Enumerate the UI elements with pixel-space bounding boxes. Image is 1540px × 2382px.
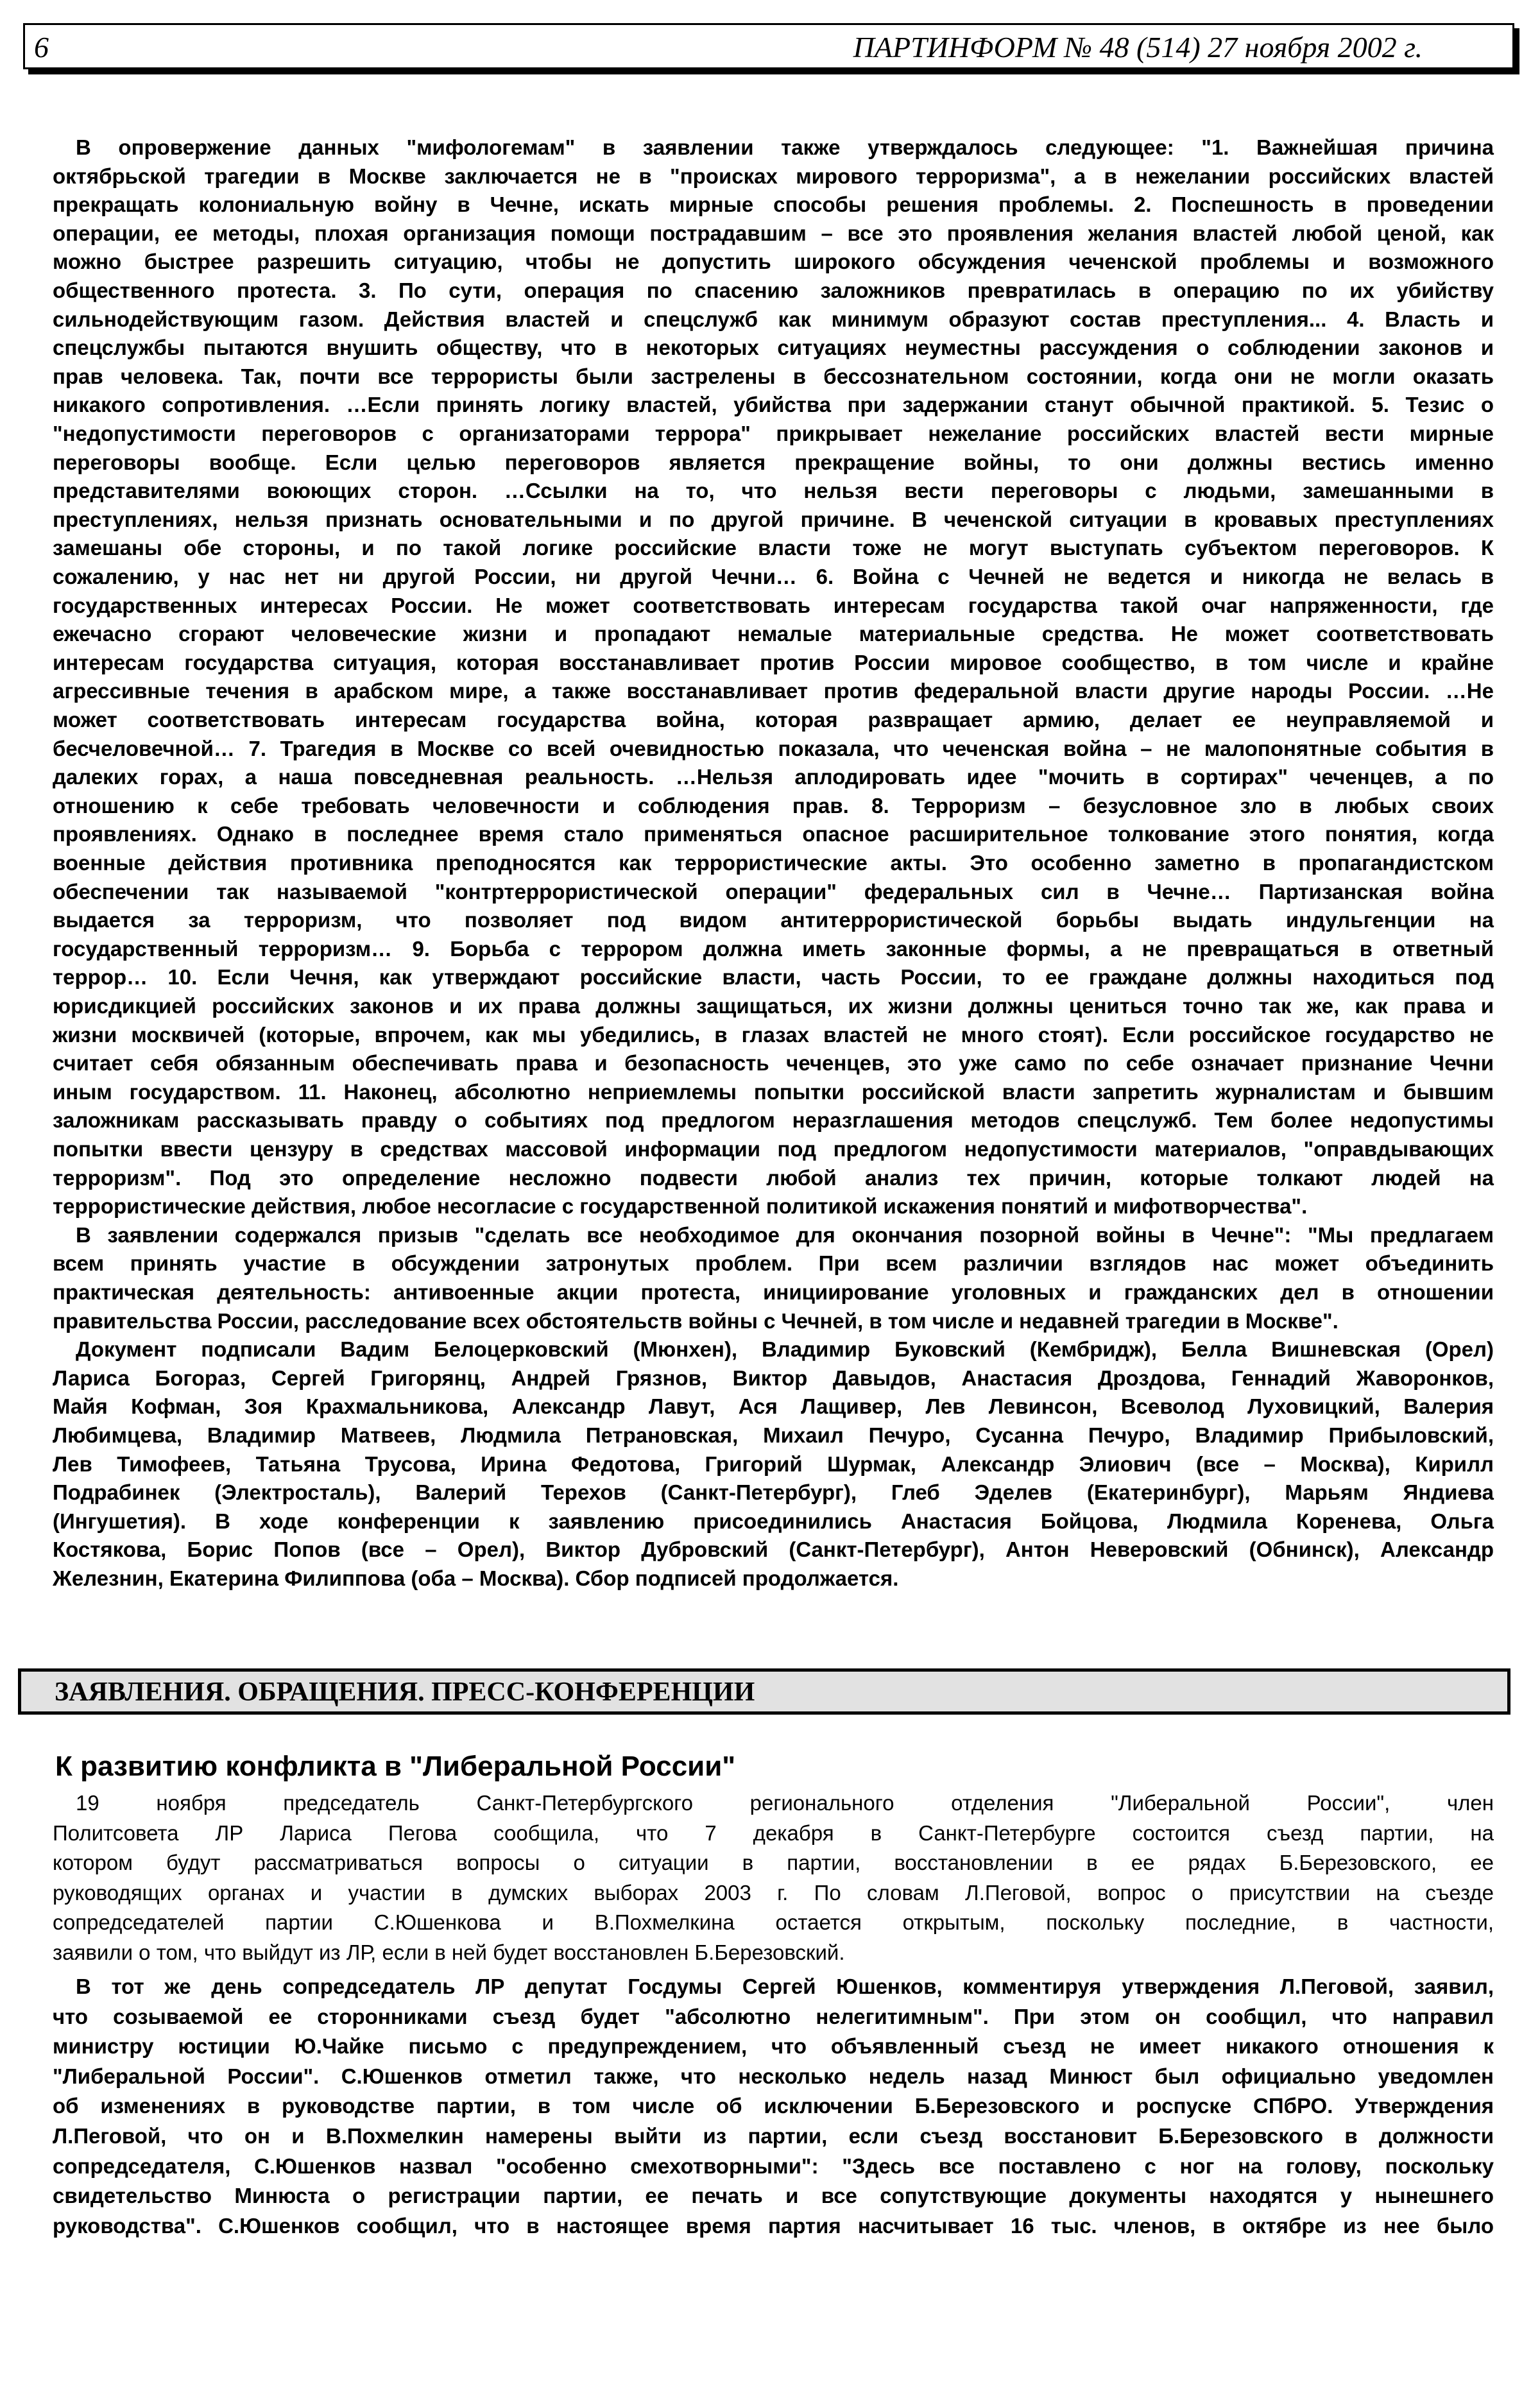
text-line: выдается за терроризм, что позволяет под видом антитеррористической борьбы выдать индульгенции на (53, 908, 1494, 932)
text-line: прав человека. Так, почти все террористы были застрелены в бессознательном состоянии, когда они не могли оказать (53, 364, 1494, 388)
text-line: попытки ввести цензуру в средствах массовой информации под предлогом недопустимости материалов, "оправдывающих (53, 1137, 1494, 1161)
text-line: всем принять участие в обсуждении затронутых проблем. При всем различии взглядов нас может объединить (53, 1251, 1494, 1276)
text-line: терроризм". Под это определение несложно подвести любой анализ тех причин, которые толкают людей на (53, 1165, 1494, 1190)
text-line: руководства". С.Юшенков сообщил, что в настоящее время партия насчитывает 16 тыс. членов, в октябре из нее было (53, 2213, 1494, 2238)
text-line: агрессивные течения в арабском мире, а также восстанавливает против федеральной власти другие народы России. …Не (53, 679, 1494, 703)
text-line: Лев Тимофеев, Татьяна Трусова, Ирина Федотова, Григорий Шурмак, Александр Элиович (все – Москва), Кирилл (53, 1452, 1494, 1476)
text-line: сопредседателя, С.Юшенков назвал "особенно смехотворными": "Здесь все поставлено с ног на голову, поскольку (53, 2154, 1494, 2178)
text-line: проявлениях. Однако в последнее время стало применяться опасное расширительное толкование этого понятия, когда (53, 822, 1494, 846)
text-line: Майя Кофман, Зоя Крахмальникова, Александр Лавут, Ася Лащивер, Лев Левинсон, Всеволод Луховицкий, Валерия (53, 1394, 1494, 1419)
text-line: котором будут рассматриваться вопросы о ситуации в партии, восстановлении в ее рядах Б.Березовского, ее (53, 1851, 1494, 1875)
text-line: правительства России, расследование всех обстоятельств войны с Чечней, в том числе и недавней трагедии в Москве". (53, 1308, 1339, 1333)
text-line: (Ингушетия). В ходе конференции к заявлению присоединились Анастасия Бойцова, Людмила Коренева, Ольга (53, 1509, 1494, 1533)
text-line: В опровержение данных "мифологемам" в заявлении также утверждалось следующее: "1. Важнейшая причина (76, 135, 1494, 159)
text-line: "недопустимости переговоров с организаторами террора" прикрывает нежелание российских властей вести мирные (53, 422, 1494, 445)
text-line: террористические действия, любое несогласие с государственной политикой искажения понятий и мифотворчества". (53, 1194, 1308, 1219)
text-line: 19 ноября председатель Санкт-Петербургского регионального отделения "Либеральной России", член (76, 1791, 1494, 1815)
text-line: операции, ее методы, плохая организация помощи пострадавшим – все это проявления желания властей любой ценой, как (53, 221, 1494, 245)
text-line: Документ подписали Вадим Белоцерковский (Мюнхен), Владимир Буковский (Кембридж), Белла Вишневская (Орел) (76, 1337, 1494, 1362)
text-line: жизни москвичей (которые, впрочем, как мы убедились, в глазах властей не много стоят). Если российское государство не (53, 1022, 1494, 1047)
text-line: отношению к себе требовать человечности и соблюдения прав. 8. Терроризм – безусловное зло в любых своих (53, 793, 1494, 818)
text-line: сопредседателей партии С.Юшенкова и В.Похмелкина остается открытым, поскольку последние, в частности, (53, 1910, 1494, 1935)
text-line: преступлениях, нельзя признать основательными и по другой причине. В чеченской ситуации в кровавых преступлениях (53, 507, 1494, 531)
text-line: Железнин, Екатерина Филиппова (оба – Москва). Сбор подписей продолжается. (53, 1566, 899, 1590)
text-line: общественного протеста. 3. По сути, операция по спасению заложников превратилась в операцию по их убийству (53, 278, 1494, 302)
text-line: прекращать колониальную войну в Чечне, искать мирные способы решения проблемы. 2. Поспешность в проведении (53, 193, 1494, 217)
text-line: октябрьской трагедии в Москве заключается не в "происках мирового терроризма", а в нежелании российских властей (53, 164, 1494, 188)
text-line: может соответствовать интересам государства война, которая развращает армию, делает ее неуправляемой и (53, 708, 1494, 732)
page-number: 6 (34, 31, 49, 64)
text-line: "Либеральной России". С.Юшенков отметил также, что несколько недель назад Минюст был официально уведомлен (53, 2064, 1494, 2088)
text-line: министру юстиции Ю.Чайке письмо с предупреждением, что объявленный съезд не имеет никакого отношения к (53, 2034, 1494, 2059)
section-header (18, 1668, 1510, 1715)
text-line: заложникам рассказывать правду о событиях под предлогом неразглашения методов спецслужб. Тем более недопустимы (53, 1108, 1494, 1133)
text-line: сожалению, у нас нет ни другой России, ни другой Чечни… 6. Война с Чечней не ведется и никогда не велась в (53, 565, 1494, 588)
text-line: Лариса Богораз, Сергей Григорянц, Андрей Грязнов, Виктор Давыдов, Анастасия Дроздова, Геннадий Жаворонков, (53, 1366, 1494, 1390)
text-line: Политсовета ЛР Лариса Пегова сообщила, что 7 декабря в Санкт-Петербурге состоится съезд партии, на (53, 1821, 1494, 1845)
text-line: В тот же день сопредседатель ЛР депутат Госдумы Сергей Юшенков, комментируя утверждения Л.Пеговой, заявил, (76, 1975, 1494, 1998)
text-line: руководящих органах и участии в думских выборах 2003 г. По словам Л.Пеговой, вопрос о присутствии на съезде (53, 1880, 1494, 1905)
text-line: военные действия противника преподносятся как террористические акты. Это особенно заметно в пропагандистском (53, 851, 1494, 875)
text-line: об изменениях в руководстве партии, в том числе об исключении Б.Березовского и роспуске СПбРО. Утверждения (53, 2094, 1494, 2118)
text-line: замешаны обе стороны, и по такой логике российские власти тоже не могут выступать субъектом переговоров. К (53, 536, 1494, 560)
article-title: К развитию конфликта в "Либеральной России" (55, 1751, 736, 1782)
text-line: обеспечении так называемой "контртеррористической операции" федеральных сил в Чечне… Партизанская война (53, 879, 1494, 904)
text-line: спецслужбы пытаются внушить обществу, что в некоторых ситуациях неуместны рассуждения о соблюдении законов и (53, 336, 1494, 360)
text-line: далеких горах, а наша повседневная реальность. …Нельзя аплодировать идее "мочить в сортирах" чеченцев, а по (53, 765, 1494, 789)
section-title: ЗАЯВЛЕНИЯ. ОБРАЩЕНИЯ. ПРЕСС-КОНФЕРЕНЦИИ (55, 1677, 755, 1707)
text-line: бесчеловечной… 7. Трагедия в Москве со всей очевидностью показала, что чеченская война – не малопонятные события в (53, 736, 1494, 760)
text-line: Любимцева, Владимир Матвеев, Людмила Петрановская, Михаил Печуро, Сусанна Печуро, Владимир Прибыловский, (53, 1423, 1494, 1447)
text-line: Костякова, Борис Попов (все – Орел), Виктор Дубровский (Санкт-Петербург), Антон Неверовский (Обнинск), Александр (53, 1538, 1494, 1562)
publication-title: ПАРТИНФОРМ № 48 (514) 27 ноября 2002 г. (853, 31, 1423, 64)
text-line: ежечасно сгорают человеческие жизни и пропадают немалые материальные средства. Не может соответствовать (53, 622, 1494, 646)
text-line: никакого сопротивления. …Если принять логику властей, убийства при задержании станут обычной практикой. 5. Тезис о (53, 393, 1494, 417)
text-line: сильнодействующим газом. Действия властей и спецслужб как минимум образуют состав преступления... 4. Власть и (53, 307, 1494, 331)
text-line: что созываемой ее сторонниками съезд будет "абсолютно нелегитимным". При этом он сообщил, что направил (53, 2004, 1494, 2028)
text-line: государственный терроризм… 9. Борьба с террором должна иметь законные формы, а не превращаться в ответный (53, 936, 1494, 961)
text-line: иным государством. 11. Наконец, абсолютно неприемлемы попытки российской власти запретить журналистам и бывшим (53, 1079, 1494, 1104)
page-header (23, 23, 1514, 69)
text-line: представителями воюющих сторон. …Ссылки на то, что нельзя вести переговоры с людьми, замешанными в (53, 479, 1494, 503)
text-line: террор… 10. Если Чечня, как утверждают российские власти, часть России, то ее граждане должны находиться под (53, 965, 1494, 990)
text-line: свидетельство Минюста о регистрации партии, ее печать и все сопутствующие документы находятся у нынешнего (53, 2184, 1494, 2208)
text-line: государственных интересах России. Не может соответствовать интересам государства такой очаг напряженности, где (53, 593, 1494, 617)
text-line: переговоры вообще. Если целью переговоров является прекращение войны, то они должны вестись именно (53, 450, 1494, 474)
text-line: можно быстрее разрешить ситуацию, чтобы не допустить широкого обсуждения чеченской проблемы и возможного (53, 250, 1494, 274)
text-line: интересам государства ситуация, которая восстанавливает против России мировое сообщество, в том числе и крайне (53, 650, 1494, 674)
text-line: считает себя обязанным обеспечивать права и безопасность чеченцев, это уже само по себе означает признание Чечни (53, 1051, 1494, 1075)
text-line: юрисдикцией российских законов и их права должны защищаться, их жизни должны цениться точно так же, как права и (53, 994, 1494, 1018)
text-line: заявили о том, что выйдут из ЛР, если в ней будет восстановлен Б.Березовский. (53, 1941, 845, 1964)
text-line: Л.Пеговой, что он и В.Похмелкин намерены выйти из партии, если съезд восстановит Б.Березовского в должности (53, 2124, 1494, 2148)
text-line: Подрабинек (Электросталь), Валерий Терехов (Санкт-Петербург), Глеб Эделев (Екатеринбург), Марьям Яндиева (53, 1480, 1494, 1505)
text-line: В заявлении содержался призыв "сделать все необходимое для окончания позорной войны в Чечне": "Мы предлагаем (76, 1222, 1494, 1247)
text-line: практическая деятельность: антивоенные акции протеста, инициирование уголовных и гражданских дел в отношении (53, 1280, 1494, 1304)
